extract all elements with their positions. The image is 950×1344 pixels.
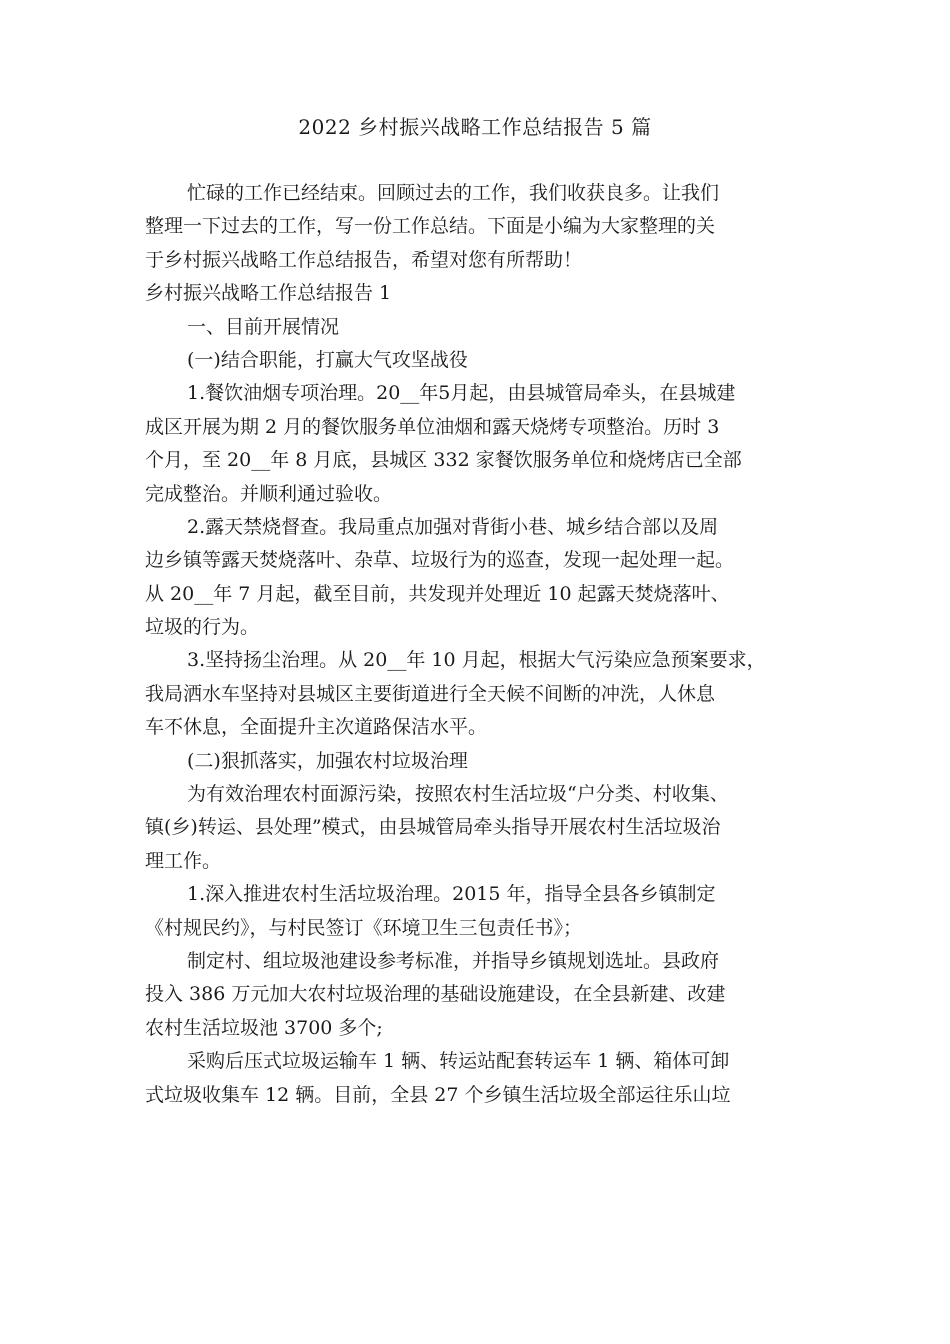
text-line: 《村规民约》，与村民签订《环境卫生三包责任书》；: [145, 916, 583, 939]
document-body: [145, 177, 815, 1112]
text-line: 从 20__年 7 月起，截至目前，共发现并处理近 10 起露天焚烧落叶、: [145, 582, 730, 605]
text-line: 个月，至 20__年 8 月底，县城区 332 家餐饮服务单位和烧烤店已全部: [145, 449, 742, 472]
text-line: 车不休息，全面提升主次道路保洁水平。: [145, 716, 488, 739]
text-line: 于乡村振兴战略工作总结报告，希望对您有所帮助！: [145, 248, 583, 271]
text-line: (二)狠抓落实，加强农村垃圾治理: [187, 749, 468, 772]
text-line: 乡村振兴战略工作总结报告 1: [145, 282, 392, 305]
text-line: 投入 386 万元加大农村垃圾治理的基础设施建设，在全县新建、改建: [145, 983, 726, 1006]
text-line: 为有效治理农村面源污染，按照农村生活垃圾“户分类、村收集、: [187, 783, 729, 806]
text-line: 3.坚持扬尘治理。从 20__年 10 月起，根据大气污染应急预案要求，: [187, 649, 766, 672]
text-line: 式垃圾收集车 12 辆。目前，全县 27 个乡镇生活垃圾全部运往乐山垃: [145, 1083, 731, 1106]
text-line: 我局洒水车坚持对县城区主要街道进行全天候不间断的冲洗，人休息: [145, 682, 716, 705]
text-line: 一、目前开展情况: [187, 315, 340, 338]
text-line: (一)结合职能，打赢大气攻坚战役: [187, 348, 468, 371]
text-line: 1.深入推进农村生活垃圾治理。2015 年，指导全县各乡镇制定: [187, 883, 716, 906]
text-line: 整理一下过去的工作，写一份工作总结。下面是小编为大家整理的关: [145, 215, 716, 238]
text-line: 边乡镇等露天焚烧落叶、杂草、垃圾行为的巡查，发现一起处理一起。: [145, 549, 735, 572]
text-line: 成区开展为期 2 月的餐饮服务单位油烟和露天烧烤专项整治。历时 3: [145, 415, 720, 438]
text-line: 农村生活垃圾池 3700 多个;: [145, 1016, 383, 1039]
text-line: 镇(乡)转运、县处理”模式，由县城管局牵头指导开展农村生活垃圾治: [145, 816, 721, 839]
text-line: 完成整治。并顺利通过验收。: [145, 482, 393, 505]
text-line: 理工作。: [145, 849, 222, 872]
document-title: 2022 乡村振兴战略工作总结报告 5 篇: [298, 115, 652, 139]
text-line: 1.餐饮油烟专项治理。20__年5月起，由县城管局牵头，在县城建: [187, 382, 736, 405]
text-line: 制定村、组垃圾池建设参考标准，并指导乡镇规划选址。县政府: [187, 949, 720, 972]
text-line: 忙碌的工作已经结束。回顾过去的工作，我们收获良多。让我们: [187, 182, 720, 204]
text-line: 采购后压式垃圾运输车 1 辆、转运站配套转运车 1 辆、箱体可卸: [187, 1050, 730, 1073]
text-line: 垃圾的行为。: [145, 616, 260, 639]
text-line: 2.露天禁烧督查。我局重点加强对背街小巷、城乡结合部以及周: [187, 515, 719, 538]
